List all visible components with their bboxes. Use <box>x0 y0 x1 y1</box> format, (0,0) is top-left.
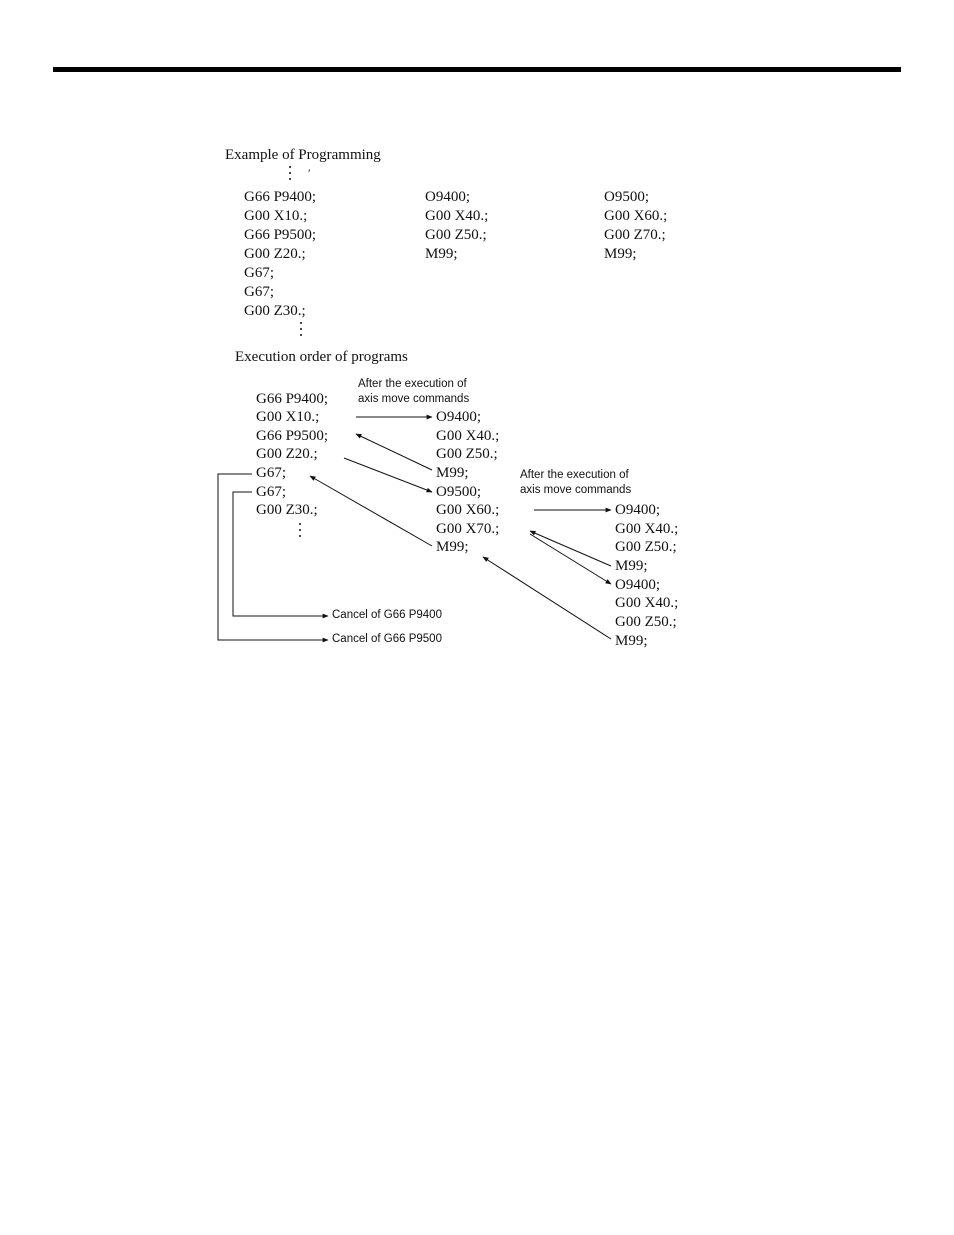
code-line: G00 X40.; <box>436 428 500 444</box>
arrow-line <box>356 434 432 470</box>
code-line: G00 X40.; <box>425 208 489 224</box>
code-line: O9400; <box>615 502 660 518</box>
code-line: M99; <box>436 539 469 555</box>
code-line: G00 Z30.; <box>256 502 318 518</box>
arrow-line <box>344 458 432 492</box>
code-line: G00 X10.; <box>244 208 308 224</box>
code-line: G00 X70.; <box>436 521 500 537</box>
code-line: G00 X60.; <box>436 502 500 518</box>
annotation-text: After the execution of <box>520 469 629 481</box>
code-line: O9500; <box>604 189 649 205</box>
code-line: O9400; <box>425 189 470 205</box>
cancel-label: Cancel of G66 P9400 <box>332 609 442 621</box>
code-line: G67; <box>244 265 274 281</box>
code-line: G67; <box>256 465 286 481</box>
code-line: G00 Z50.; <box>425 227 487 243</box>
example-title: Example of Programming <box>225 147 381 163</box>
code-line: G66 P9400; <box>256 391 329 407</box>
code-line: G00 Z30.; <box>244 303 306 319</box>
code-line: M99; <box>436 465 469 481</box>
code-line: M99; <box>615 633 648 649</box>
code-line: G66 P9500; <box>256 428 329 444</box>
code-line: G00 Z50.; <box>615 539 677 555</box>
code-line: G66 P9500; <box>244 227 317 243</box>
code-line: O9400; <box>615 577 660 593</box>
code-line: G66 P9400; <box>244 189 317 205</box>
cancel-label: Cancel of G66 P9500 <box>332 633 442 645</box>
code-line: G00 Z50.; <box>615 614 677 630</box>
arrow-line <box>483 557 611 639</box>
tick-mark: ′ <box>308 166 311 180</box>
arrow-line <box>530 531 611 566</box>
cancel-bracket <box>218 474 328 640</box>
code-line: G00 X10.; <box>256 409 320 425</box>
arrow-line <box>530 534 611 584</box>
execution-title: Execution order of programs <box>235 349 408 365</box>
code-line: G00 Z50.; <box>436 446 498 462</box>
code-line: O9400; <box>436 409 481 425</box>
cancel-bracket <box>233 492 328 616</box>
annotation-text: axis move commands <box>520 484 632 496</box>
arrow-line <box>310 476 432 546</box>
code-line: G67; <box>256 484 286 500</box>
code-line: G67; <box>244 284 274 300</box>
code-line: G00 Z20.; <box>244 246 306 262</box>
code-line: G00 Z70.; <box>604 227 666 243</box>
code-line: G00 X40.; <box>615 521 679 537</box>
code-line: M99; <box>425 246 458 262</box>
code-line: G00 Z20.; <box>256 446 318 462</box>
annotation-text: axis move commands <box>358 393 470 405</box>
code-line: M99; <box>615 558 648 574</box>
annotation-text: After the execution of <box>358 378 467 390</box>
code-line: G00 X40.; <box>615 595 679 611</box>
code-line: M99; <box>604 246 637 262</box>
code-line: G00 X60.; <box>604 208 668 224</box>
code-line: O9500; <box>436 484 481 500</box>
